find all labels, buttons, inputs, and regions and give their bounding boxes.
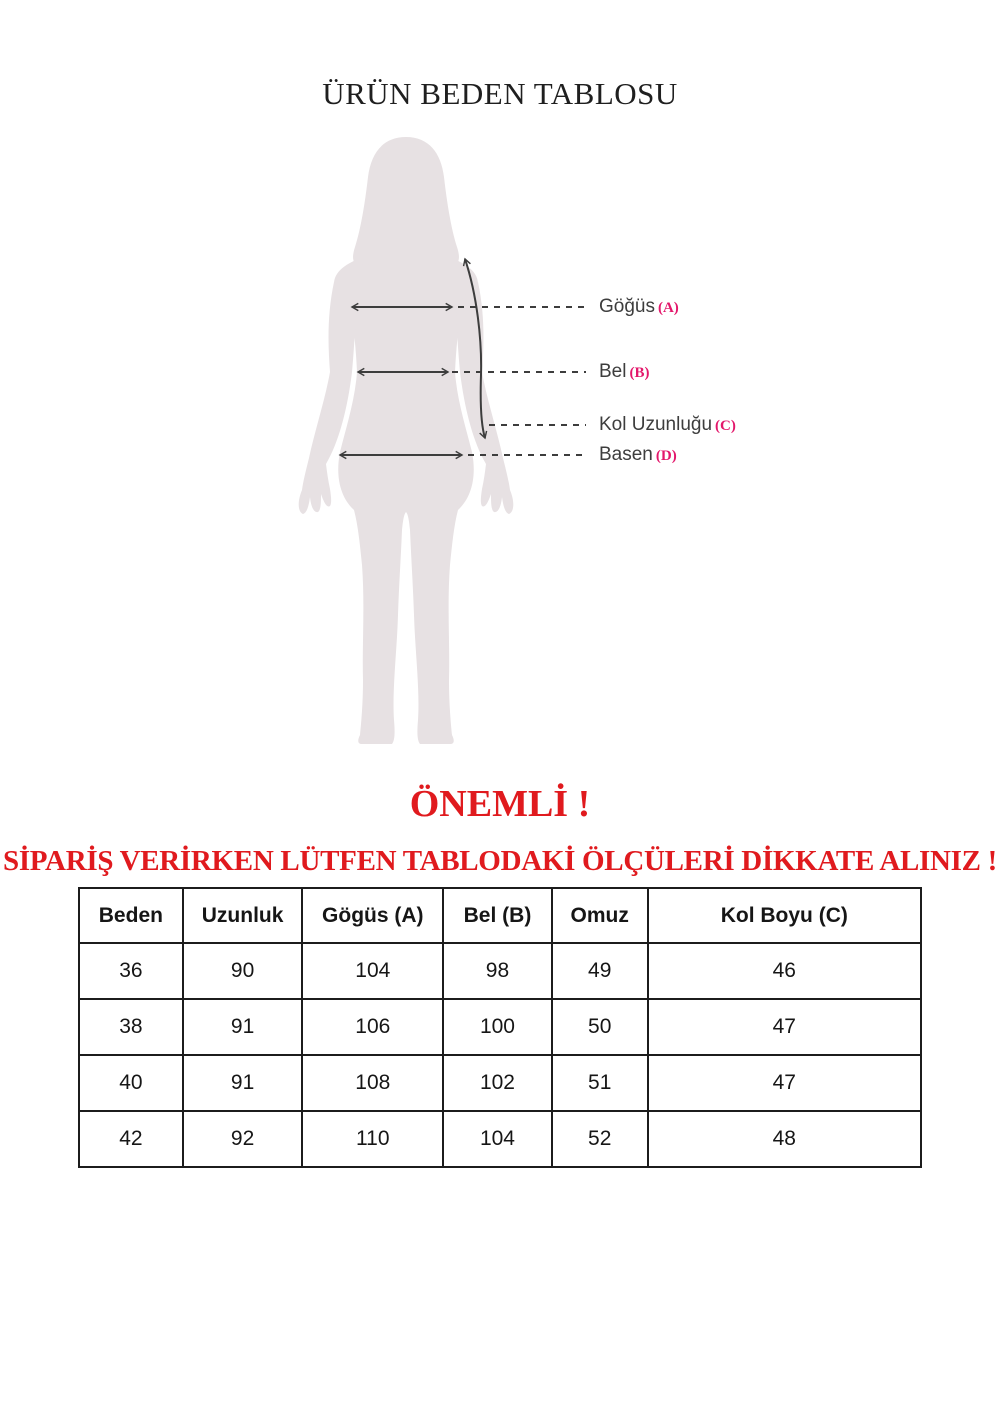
page-title: ÜRÜN BEDEN TABLOSU — [322, 76, 678, 111]
table-cell: 36 — [79, 943, 183, 999]
table-cell: 104 — [443, 1111, 552, 1167]
column-header-uzunluk: Uzunluk — [183, 888, 303, 943]
silhouette-torso-legs — [334, 260, 478, 744]
table-row — [79, 943, 921, 999]
waist-label — [599, 361, 649, 383]
column-header-beden: Beden — [79, 888, 183, 943]
table-cell: 42 — [79, 1111, 183, 1167]
table-cell: 104 — [302, 943, 443, 999]
chest-label-code: (A) — [657, 300, 679, 316]
table-cell: 110 — [302, 1111, 443, 1167]
table-cell: 98 — [443, 943, 552, 999]
table-row — [79, 1111, 921, 1167]
column-header-bel: Bel (B) — [443, 888, 552, 943]
column-header-gogus: Gögüs (A) — [302, 888, 443, 943]
table-cell: 38 — [79, 999, 183, 1055]
chest-label-text: Göğüs — [599, 296, 655, 317]
table-cell: 102 — [443, 1055, 552, 1111]
table-cell: 49 — [552, 943, 648, 999]
table-cell: 92 — [183, 1111, 303, 1167]
size-table — [78, 887, 922, 1168]
table-cell: 106 — [302, 999, 443, 1055]
table-cell: 46 — [648, 943, 921, 999]
important-subheading: SİPARİŞ VERİRKEN LÜTFEN TABLODAKİ ÖLÇÜLERİ DİKKATE ALINIZ ! — [2, 845, 998, 877]
column-header-kol-boyu: Kol Boyu (C) — [648, 888, 921, 943]
table-cell: 52 — [552, 1111, 648, 1167]
table-cell: 47 — [648, 999, 921, 1055]
table-cell: 90 — [183, 943, 303, 999]
hip-label-text: Basen — [599, 444, 653, 465]
table-cell: 40 — [79, 1055, 183, 1111]
waist-label-text: Bel — [599, 361, 627, 382]
table-cell: 51 — [552, 1055, 648, 1111]
size-table-header-row — [79, 888, 921, 943]
arm-length-label-code: (C) — [715, 418, 736, 434]
waist-label-code: (B) — [629, 365, 650, 381]
arm-length-label-text: Kol Uzunluğu — [599, 414, 713, 435]
table-row — [79, 1055, 921, 1111]
table-row — [79, 999, 921, 1055]
silhouette-head-hair — [353, 137, 459, 265]
chest-label — [599, 296, 679, 318]
table-cell: 100 — [443, 999, 552, 1055]
important-heading: ÖNEMLİ ! — [409, 783, 591, 825]
table-cell: 91 — [183, 1055, 303, 1111]
table-cell: 48 — [648, 1111, 921, 1167]
column-header-omuz: Omuz — [552, 888, 648, 943]
body-silhouette-figure — [280, 128, 760, 768]
hip-label — [599, 444, 677, 466]
table-cell: 91 — [183, 999, 303, 1055]
table-cell: 47 — [648, 1055, 921, 1111]
table-cell: 50 — [552, 999, 648, 1055]
table-cell: 108 — [302, 1055, 443, 1111]
hip-label-code: (D) — [655, 448, 677, 464]
arm-length-label — [599, 414, 736, 436]
